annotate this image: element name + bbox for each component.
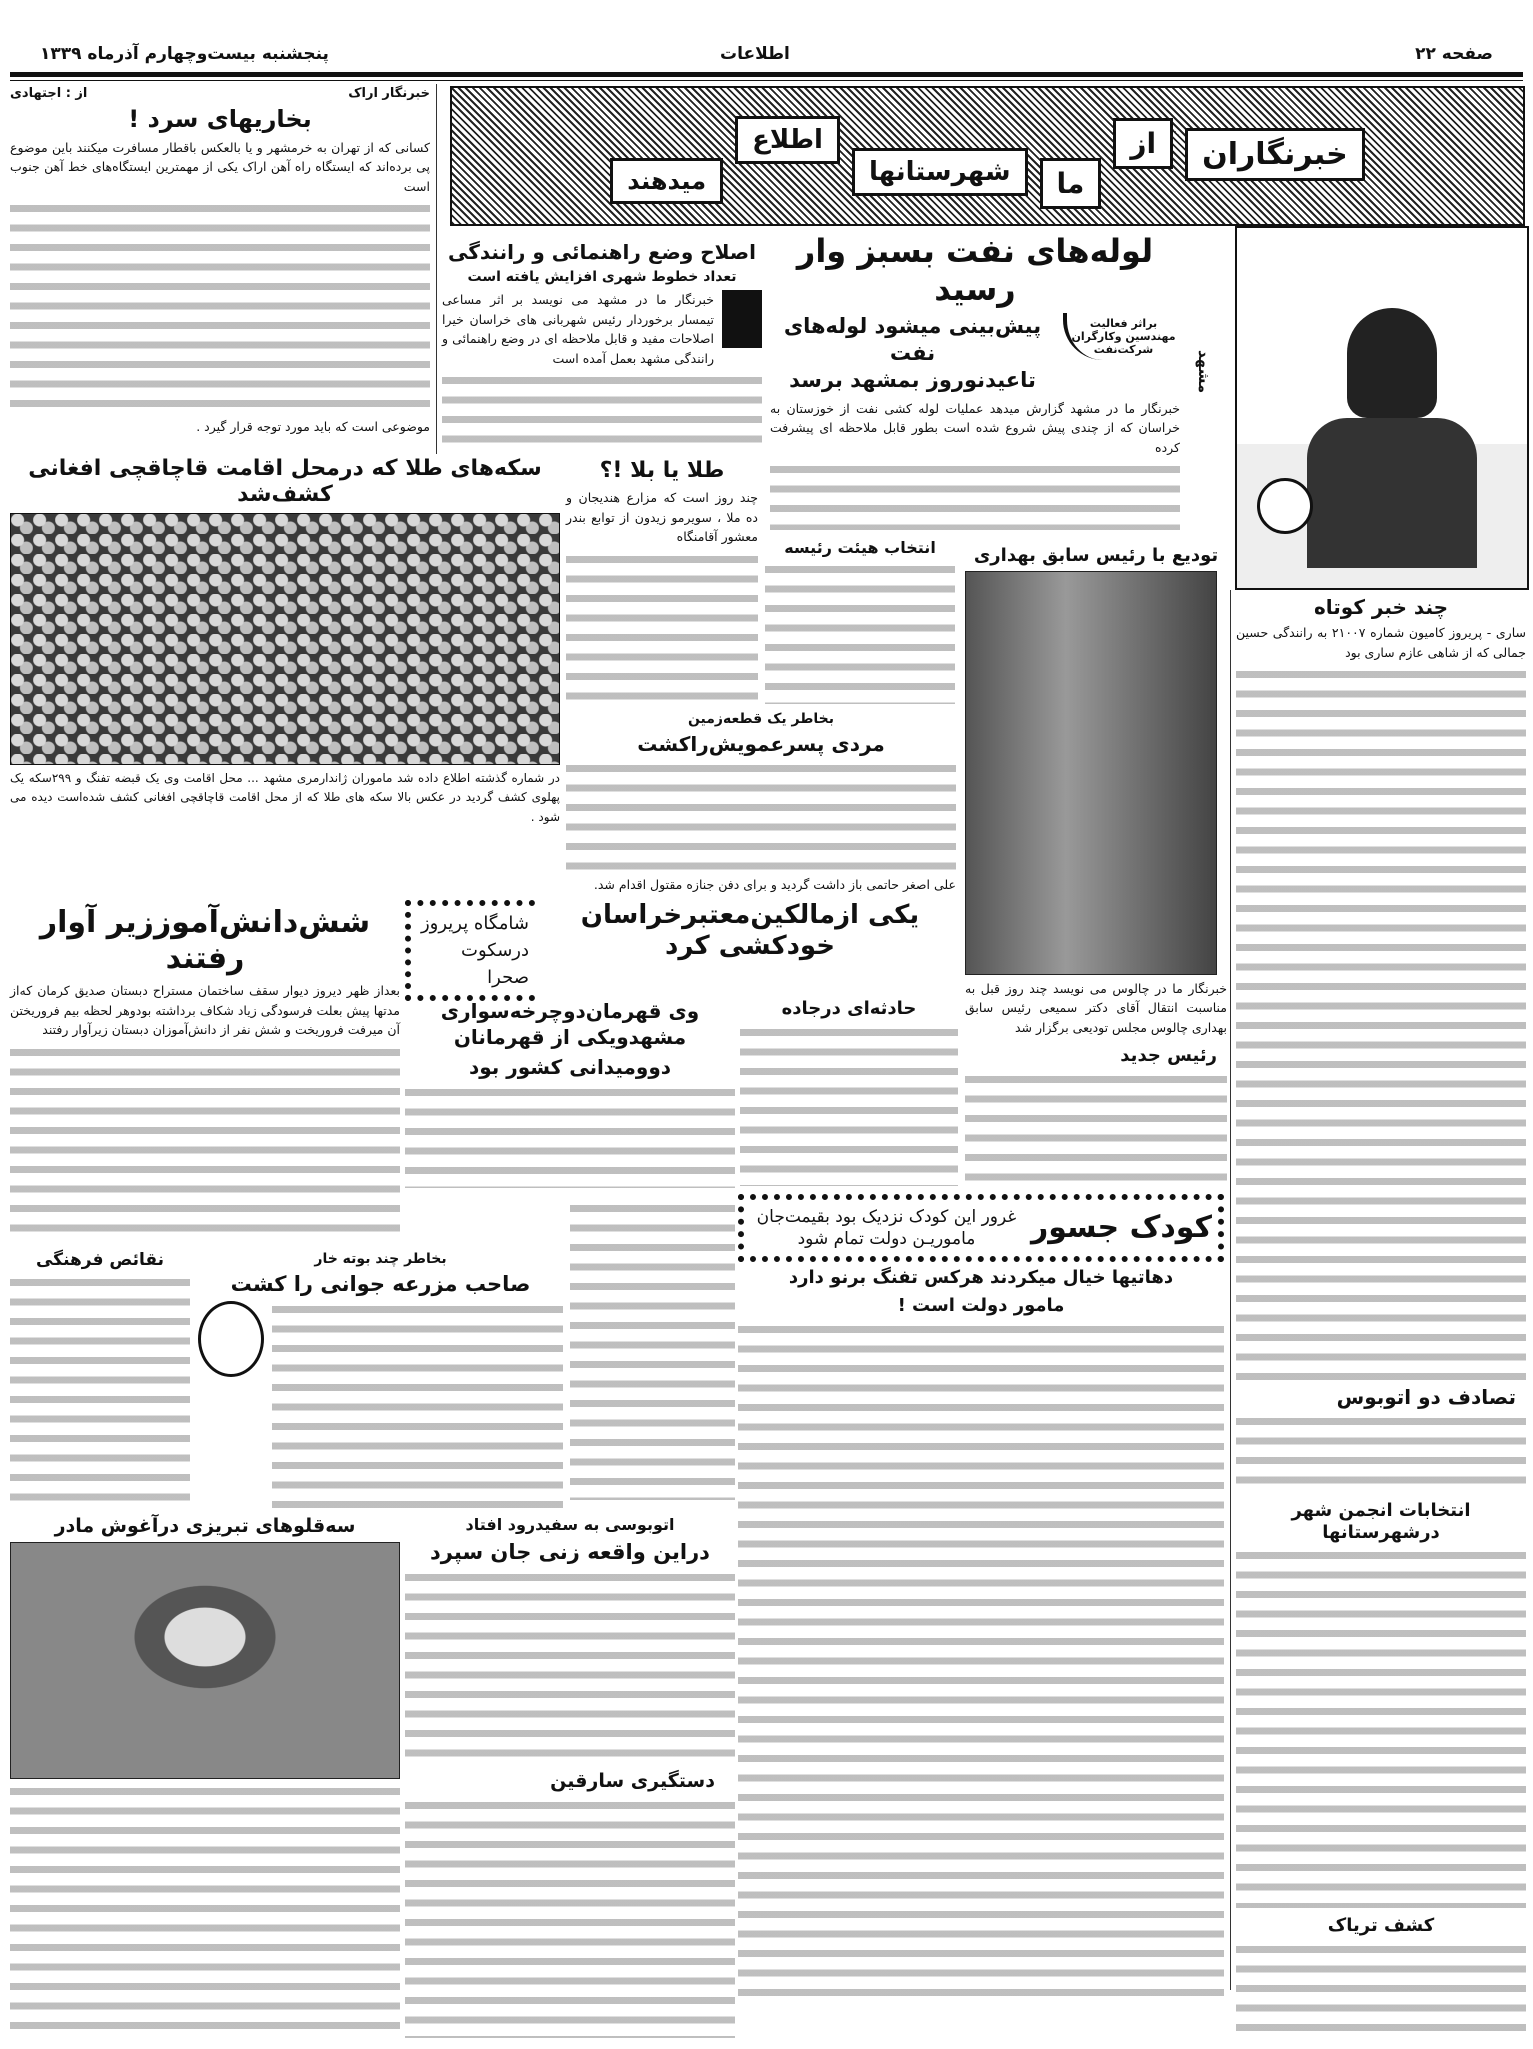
article-gold-coins bbox=[10, 456, 560, 896]
person-silhouette-icon bbox=[1347, 308, 1437, 418]
mashhad-logo bbox=[722, 290, 762, 348]
headline: انتخابات انجمن شهر درشهرستانها bbox=[1291, 1500, 1471, 1543]
kicker: بخاطر چند بوته خار bbox=[314, 1251, 447, 1267]
article-body-text bbox=[965, 1071, 1227, 1187]
article-sefidrud-bus bbox=[405, 1515, 735, 1763]
headline: طلا یا بلا !؟ bbox=[599, 458, 725, 483]
article-lead: کسانی که از تهران به خرمشهر و یا بالعکس باقطار مسافرت میکنند باین موضوع پی برده‌اند که ایستگاه راه آهن اراک یکی از مهمترین ایستگاه‌های خط آهن جنوب است bbox=[10, 139, 430, 194]
article-body-text bbox=[405, 1797, 735, 2038]
article-body-text bbox=[1236, 1547, 1526, 1908]
headline: نقائص فرهنگی bbox=[35, 1250, 164, 1270]
article-body-text bbox=[738, 1321, 1224, 2000]
article-road-accident bbox=[740, 998, 958, 1186]
banner-word: از bbox=[1113, 118, 1173, 169]
subheadline: دهاتیها خیال میکردند هرکس تفنگ برنو دارد bbox=[788, 1267, 1174, 1289]
photo-gold-coins bbox=[10, 513, 560, 765]
article-body-text bbox=[10, 1783, 400, 2035]
headline: لوله‌های نفت بسبز وار رسید bbox=[796, 232, 1154, 309]
headline: خودکشی کرد bbox=[665, 931, 835, 962]
article-lead: ساری - پریروز کامیون شماره ۲۱۰۰۷ به رانندگی حسین جمالی که از شاهی عازم ساری بود bbox=[1236, 625, 1526, 660]
byline-reporter: خبرنگار اراک bbox=[348, 86, 430, 101]
page-number: صفحه ۲۲ bbox=[1415, 44, 1493, 64]
subheadline: تاعیدنوروز بمشهد برسد bbox=[789, 368, 1036, 393]
article-body-text bbox=[566, 551, 758, 704]
article-arak bbox=[10, 86, 430, 436]
masthead-rule bbox=[10, 72, 1523, 77]
subheadline: وی قهرمان‌دوچرخه‌سواری مشهدویکی از قهرمانان bbox=[440, 999, 700, 1049]
article-city-elections bbox=[1236, 1500, 1526, 1908]
article-lead: خبرنگار ما در مشهد می نویسد بر اثر مساعی تیمسار برخوردار رئیس شهربانی های خراسان خیرا اصلاحات مفید و قابل ملاحظه ای در وضع راهنمائی و رانندگی مشهد بعمل آمده است bbox=[442, 292, 714, 366]
photo-triplets bbox=[10, 1542, 400, 1779]
headline: انتخاب هیئت رئیسه bbox=[784, 538, 936, 557]
article-farewell bbox=[965, 545, 1227, 1037]
byline-author: از : اجتهادی bbox=[10, 86, 88, 101]
box-line: درسکوت صحرا bbox=[461, 940, 529, 988]
headline: شش‌دانش‌آموززیر آوار رفتند bbox=[39, 905, 371, 976]
newspaper-name: اطلاعات bbox=[720, 44, 790, 64]
article-oil-pipeline bbox=[770, 232, 1180, 530]
person-body-shape bbox=[1307, 418, 1477, 568]
article-body-text bbox=[405, 1084, 735, 1188]
headline: رئیس جدید bbox=[1120, 1045, 1217, 1066]
article-board-election bbox=[765, 538, 955, 704]
headline: مردی پسرعمویش‌راکشت bbox=[637, 732, 885, 757]
article-body-text bbox=[1236, 1413, 1526, 1493]
photo-farewell bbox=[965, 571, 1217, 975]
banner-word: اطلاع bbox=[735, 116, 840, 164]
article-lead: خبرنگار ما در مشهد گزارش میدهد عملیات لوله کشی نفت از خوزستان به خراسان که از چندی پیش شروع شده است بطور قابل ملاحظه ای پیشرفت کرده bbox=[770, 400, 1180, 455]
article-new-head bbox=[965, 1045, 1227, 1187]
subheadline: دوومیدانی کشور بود bbox=[468, 1055, 672, 1079]
headline: تودیع با رئیس سابق بهداری bbox=[973, 545, 1219, 566]
headline: دستگیری سارقین bbox=[550, 1770, 715, 1792]
headline: تصادف دو اتوبوس bbox=[1336, 1385, 1516, 1409]
headline-coins: سکه‌های طلا که درمحل اقامت قاچاقچی افغانی کشف‌شد bbox=[28, 456, 542, 508]
article-landowner-suicide bbox=[405, 900, 955, 992]
article-thieves-arrest bbox=[405, 1770, 735, 2038]
subheadline: تعداد خطوط شهری افزایش یافته است bbox=[467, 269, 737, 285]
column-divider bbox=[436, 84, 437, 454]
article-body-text bbox=[765, 561, 955, 704]
article-bus-crash bbox=[1236, 1385, 1526, 1493]
banner-word: ما bbox=[1040, 158, 1102, 209]
cartoon-icon bbox=[198, 1301, 264, 1377]
article-body-text bbox=[272, 1301, 563, 1508]
masthead-rule-thin bbox=[10, 80, 1523, 81]
article-body-text bbox=[566, 760, 956, 870]
section-banner bbox=[450, 86, 1525, 226]
article-body-text bbox=[10, 200, 430, 412]
reporter-phone-illustration bbox=[1235, 226, 1529, 590]
subheadline: مامور دولت است ! bbox=[897, 1294, 1065, 1316]
kicker: براثر فعالیت مهندسین وکارگران شرکت‌نفت bbox=[1063, 313, 1180, 360]
article-body-text bbox=[10, 1044, 400, 1244]
article-lead: چند روز است که مزارع هندیجان و ده ملا ، سویرمو زیدون از توابع بندر معشور آقامنگاه bbox=[566, 490, 758, 545]
headline: یکی ازمالکین‌معتبرخراسان bbox=[580, 900, 920, 930]
article-brave-child bbox=[738, 1194, 1224, 2000]
headline: دراین واقعه زنی جان سپرد bbox=[430, 1539, 710, 1564]
article-body-text bbox=[10, 1274, 190, 1508]
article-triplets bbox=[10, 1515, 400, 2035]
headline: چند خبر کوتاه bbox=[1313, 595, 1449, 619]
dateline-city: مشهد bbox=[1195, 350, 1213, 394]
farewell-lead: خبرنگار ما در چالوس می نویسد چند روز قبل به مناسبت انتقال آقای دکتر سمیعی رئیس سابق بهداری چالوس مجلس تودیعی برگزار شد bbox=[965, 980, 1227, 1035]
article-gold-or-calamity bbox=[566, 458, 758, 704]
article-short-news bbox=[1236, 595, 1526, 1380]
column-divider bbox=[1230, 590, 1231, 1990]
article-body-text bbox=[770, 461, 1180, 530]
highlight-box bbox=[405, 900, 535, 1001]
headline: اصلاح وضع راهنمائی و رانندگی bbox=[447, 240, 756, 264]
headline: کشف تریاک bbox=[1327, 1915, 1435, 1936]
headline: صاحب مزرعه جوانی را کشت bbox=[230, 1272, 531, 1297]
article-students-rubble bbox=[10, 905, 400, 1243]
highlight-box bbox=[738, 1194, 1224, 1262]
headline: بخاریهای سرد ! bbox=[128, 105, 312, 133]
article-end: موضوعی است که باید مورد توجه قرار گیرد . bbox=[196, 418, 430, 434]
kicker: بخاطر یک قطعه‌زمین bbox=[687, 711, 835, 727]
article-cultural-shortcomings bbox=[10, 1250, 190, 1508]
article-lead: بعداز ظهر دیروز دیوار سقف ساختمان مستراح دبستان صدیق کرمان که‌از مدتها پیش بعلت فرسودگی زیاد شکاف برداشته بودوهر لحظه بیم فروریختن آن میرفت فروریخت و شش نفر از دانش‌آموزان دبستان زیرآوار رفتند bbox=[10, 983, 400, 1037]
banner-word: خبرنگاران bbox=[1185, 128, 1365, 181]
subheadline: پیش‌بینی میشود لوله‌های نفت bbox=[783, 313, 1042, 366]
telephone-icon bbox=[1257, 478, 1313, 534]
article-landowner-suicide-body bbox=[405, 998, 735, 1188]
subheadline: ماموریـن دولت تمام شود bbox=[797, 1229, 976, 1250]
article-traffic bbox=[442, 240, 762, 452]
article-body-text bbox=[405, 1569, 735, 1763]
headline: کودک جسور bbox=[1030, 1210, 1212, 1246]
article-body-text bbox=[442, 372, 762, 452]
article-opium-seizure bbox=[1236, 1915, 1526, 2035]
article-thorn-murder bbox=[198, 1250, 563, 1508]
subheadline: غرور این کودک نزدیک بود بقیمت‌جان bbox=[756, 1207, 1017, 1227]
article-land-murder bbox=[566, 710, 956, 894]
article-body-text bbox=[740, 1024, 958, 1186]
article-body-text bbox=[1236, 1941, 1526, 2035]
issue-date: پنجشنبه بیست‌وچهارم آذرماه ۱۳۳۹ bbox=[40, 44, 329, 64]
article-end: علی اصغر حاتمی باز داشت گردید و برای دفن جنازه مقتول اقدام شد. bbox=[593, 876, 956, 892]
banner-word: میدهند bbox=[610, 158, 723, 204]
article-body-text bbox=[570, 1200, 735, 1500]
kicker: اتوبوسی به سفیدرود افتاد bbox=[465, 1515, 675, 1534]
banner-word: شهرستانها bbox=[852, 148, 1028, 196]
article-body-text bbox=[1236, 666, 1526, 1380]
photo-caption: در شماره گذشته اطلاع داده شد ماموران ژاندارمری مشهد ... محل اقامت وی یک قبضه تفنگ و ۲۹۹سکه یک پهلوی کشف گردید در عکس بالا سکه های طلا که از محل اقامت قاچاقچی افغانی کشف شده‌است دیده می شود . bbox=[10, 770, 560, 824]
headline: حادثه‌ای درجاده bbox=[781, 998, 917, 1019]
headline-triplets: سه‌قلوهای تبریزی درآغوش مادر bbox=[54, 1515, 356, 1537]
box-line: شامگاه پریروز bbox=[420, 913, 529, 934]
